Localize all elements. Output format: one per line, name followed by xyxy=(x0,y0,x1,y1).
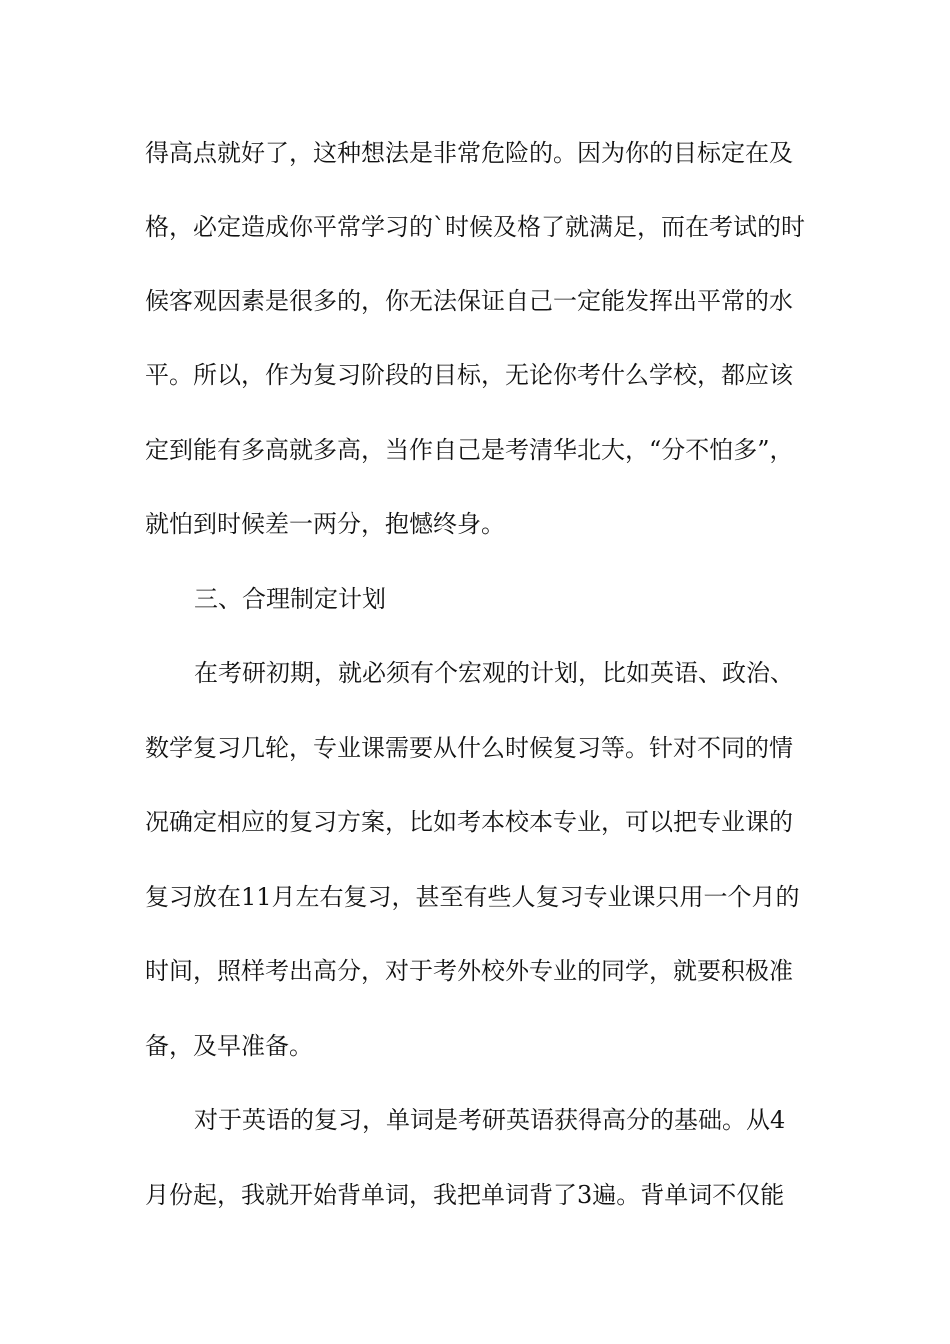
paragraph-line: 复习放在11月左右复习，甚至有些人复习专业课只用一个月的 xyxy=(145,883,800,911)
paragraph-line: 格，必定造成你平常学习的`时候及格了就满足，而在考试的时 xyxy=(145,213,805,241)
paragraph-line: 况确定相应的复习方案，比如考本校本专业，可以把专业课的 xyxy=(145,808,793,836)
paragraph-line: 月份起，我就开始背单词，我把单词背了3遍。背单词不仅能 xyxy=(145,1181,785,1209)
paragraph-line: 对于英语的复习，单词是考研英语获得高分的基础。从4 xyxy=(194,1106,786,1134)
paragraph-line: 备，及早准备。 xyxy=(145,1032,313,1060)
section-heading: 三、合理制定计划 xyxy=(194,585,386,613)
paragraph-line: 候客观因素是很多的，你无法保证自己一定能发挥出平常的水 xyxy=(145,287,793,315)
paragraph-line: 定到能有多高就多高，当作自己是考清华北大，“分不怕多”， xyxy=(145,436,794,464)
paragraph-line: 得高点就好了，这种想法是非常危险的。因为你的目标定在及 xyxy=(145,139,793,167)
paragraph-line: 时间，照样考出高分，对于考外校外专业的同学，就要积极准 xyxy=(145,957,793,985)
paragraph-line: 就怕到时候差一两分，抱憾终身。 xyxy=(145,510,505,538)
paragraph-line: 在考研初期，就必须有个宏观的计划，比如英语、政治、 xyxy=(194,659,794,687)
paragraph-line: 平。所以，作为复习阶段的目标，无论你考什么学校，都应该 xyxy=(145,361,793,389)
paragraph-line: 数学复习几轮，专业课需要从什么时候复习等。针对不同的情 xyxy=(145,734,793,762)
